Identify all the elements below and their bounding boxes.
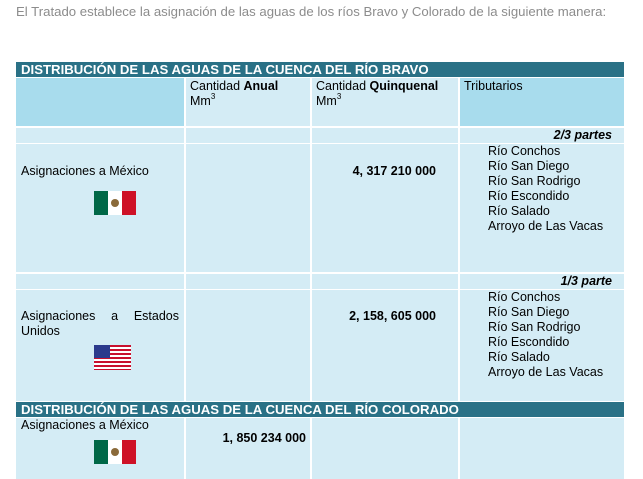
tributary-item: Arroyo de Las Vacas: [488, 219, 604, 233]
usa-parts: 1/3 parte: [460, 274, 624, 289]
usa-label: Asignaciones a Estados Unidos: [21, 309, 179, 338]
usa-anual-cell: [186, 290, 310, 401]
colorado-mexico-row: [16, 418, 624, 479]
header-quinquenal: Cantidad Quinquenal Mm$^3$: [312, 78, 458, 126]
tributary-item: Río San Rodrigo: [488, 174, 581, 188]
mexico-tributaries: [460, 144, 624, 272]
mexico-label: Asignaciones a México: [21, 164, 149, 178]
intro-text: El Tratado establece la asignación de las aguas de los ríos Bravo y Colorado de la siguiente manera:: [16, 4, 607, 19]
bravo-mexico-row: [16, 144, 624, 272]
mexico-anual-cell: [186, 144, 310, 272]
water-distribution-table: [16, 62, 624, 479]
usa-flag-icon: [94, 345, 131, 370]
colorado-tributaries-cell: [460, 418, 624, 479]
usa-tributaries: [460, 290, 624, 401]
header-tributarios: Tributarios: [460, 78, 624, 126]
bravo-section-title: DISTRIBUCIÓN DE LAS AGUAS DE LA CUENCA DEL RÍO BRAVO: [16, 62, 624, 77]
mexico-parts: 2/3 partes: [460, 128, 624, 143]
tributary-item: Río San Rodrigo: [488, 320, 581, 334]
tributary-item: Río Conchos: [488, 144, 561, 158]
colorado-mexico-label: Asignaciones a México: [21, 418, 149, 432]
bravo-usa-row: [16, 290, 624, 401]
mexico-parts-row: [16, 128, 624, 144]
tributary-item: Río Escondido: [488, 189, 570, 203]
tributary-item: Río San Diego: [488, 159, 570, 173]
tributary-item: Río Salado: [488, 350, 550, 364]
bravo-header-row: [16, 78, 624, 126]
header-blank: [16, 78, 184, 126]
mexico-flag-icon: [94, 191, 136, 215]
colorado-mexico-anual: 1, 850 234 000: [186, 418, 310, 479]
tributary-item: Río Salado: [488, 204, 550, 218]
header-anual: Cantidad Anual Mm$^3$: [186, 78, 310, 126]
tributary-item: Río Escondido: [488, 335, 570, 349]
usa-quinquenal: 2, 158, 605 000: [312, 290, 458, 401]
mexico-quinquenal: 4, 317 210 000: [312, 144, 458, 272]
tributary-item: Río San Diego: [488, 305, 570, 319]
tributary-item: Río Conchos: [488, 290, 561, 304]
usa-parts-row: [16, 274, 624, 290]
colorado-quinquenal-cell: [312, 418, 458, 479]
colorado-section-title: DISTRIBUCIÓN DE LAS AGUAS DE LA CUENCA DEL RÍO COLORADO: [16, 402, 624, 417]
tributary-item: Arroyo de Las Vacas: [488, 365, 604, 379]
